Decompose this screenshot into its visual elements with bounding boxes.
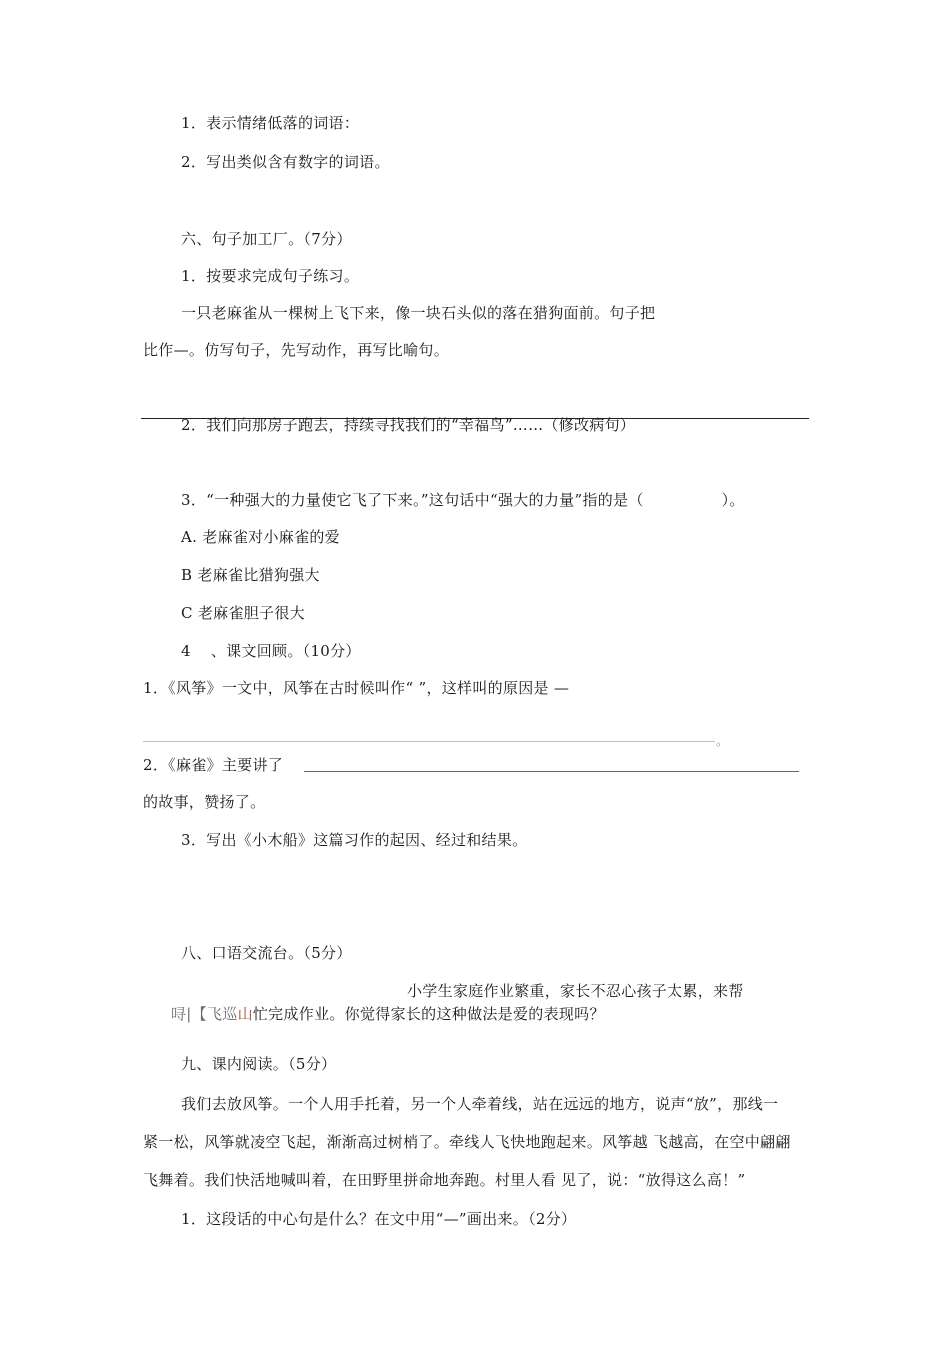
section-6-q3-close: ）。 — [721, 491, 745, 509]
section-7-q2: 2．《麻雀》主要讲了 — [143, 756, 284, 774]
option-b: B 老麻雀比猎狗强大 — [181, 566, 320, 584]
reading-passage-line: 飞舞着。我们快活地喊叫着，在田野里拼命地奔跑。村里人看 见了，说：“放得这么高！” — [143, 1171, 746, 1189]
section-9-heading: 九、课内阅读。（5分） — [181, 1055, 337, 1073]
section-7-q3: 3．写出《小木船》这篇习作的起因、经过和结果。 — [181, 831, 528, 849]
reading-passage-line: 我们去放风筝。一个人用手托着，另一个人牵着线，站在远远的地方，说声“放”，那线一 — [181, 1095, 779, 1113]
section-6-heading: 六、句子加工厂。（7分） — [181, 230, 352, 248]
section-8-prompt-text: 忙完成作业。你觉得家长的这种做法是爱的表现吗？ — [252, 1005, 605, 1023]
section-7-heading-text: 、课文回顾。（10分） — [210, 642, 361, 660]
section-8-heading: 八、口语交流台。（5分） — [181, 944, 352, 962]
section-7-heading-number: 4 — [181, 642, 191, 660]
question-number-words: 2．写出类似含有数字的词语。 — [181, 153, 390, 171]
section-8-prompt: 小学生家庭作业繁重，家长不忍心孩子太累，来帮 — [407, 982, 744, 1000]
section-6-q3 — [181, 490, 745, 510]
option-c: C 老麻雀胆子很大 — [181, 604, 305, 622]
watermark-logo: 㖊|【飞巡山 — [171, 1005, 253, 1023]
reading-passage-line: 紧一松，风筝就凌空飞起，渐渐高过树梢了。牵线人飞快地跑起来。风筝越 飞越高，在空中翩翩 — [143, 1133, 791, 1151]
question-low-mood-words: 1．表示情绪低落的词语： — [181, 114, 360, 132]
answer-line-end: 。 — [716, 734, 729, 748]
section-6-q3-text: 3．“一种强大的力量使它飞了下来。”这句话中“强大的力量”指的是（ — [181, 491, 644, 509]
section-9-q1: 1．这段话的中心句是什么？在文中用“—”画出来。（2分） — [181, 1210, 577, 1228]
answer-line — [143, 741, 715, 742]
section-6-q1: 1．按要求完成句子练习。 — [181, 267, 360, 285]
section-8-prompt-continued — [171, 1004, 605, 1024]
option-a: A. 老麻雀对小麻雀的爱 — [181, 528, 340, 546]
section-7-q1: 1．《风筝》一文中，风筝在古时候叫作“ ”，这样叫的原因是 — — [143, 679, 570, 697]
section-6-q1-instruction: 比作—。仿写句子，先写动作，再写比喻句。 — [143, 341, 450, 359]
section-6-q1-sentence: 一只老麻雀从一棵树上飞下来，像一块石头似的落在猎狗面前。句子把 — [181, 304, 656, 322]
answer-line — [304, 771, 799, 772]
section-7-q2-continued: 的故事，赞扬了。 — [143, 793, 266, 811]
section-6-q2: 2．我们向那房子跑去，持续寻找我们的“幸福鸟”……（修改病句） — [181, 416, 636, 434]
section-7-heading — [181, 641, 361, 661]
